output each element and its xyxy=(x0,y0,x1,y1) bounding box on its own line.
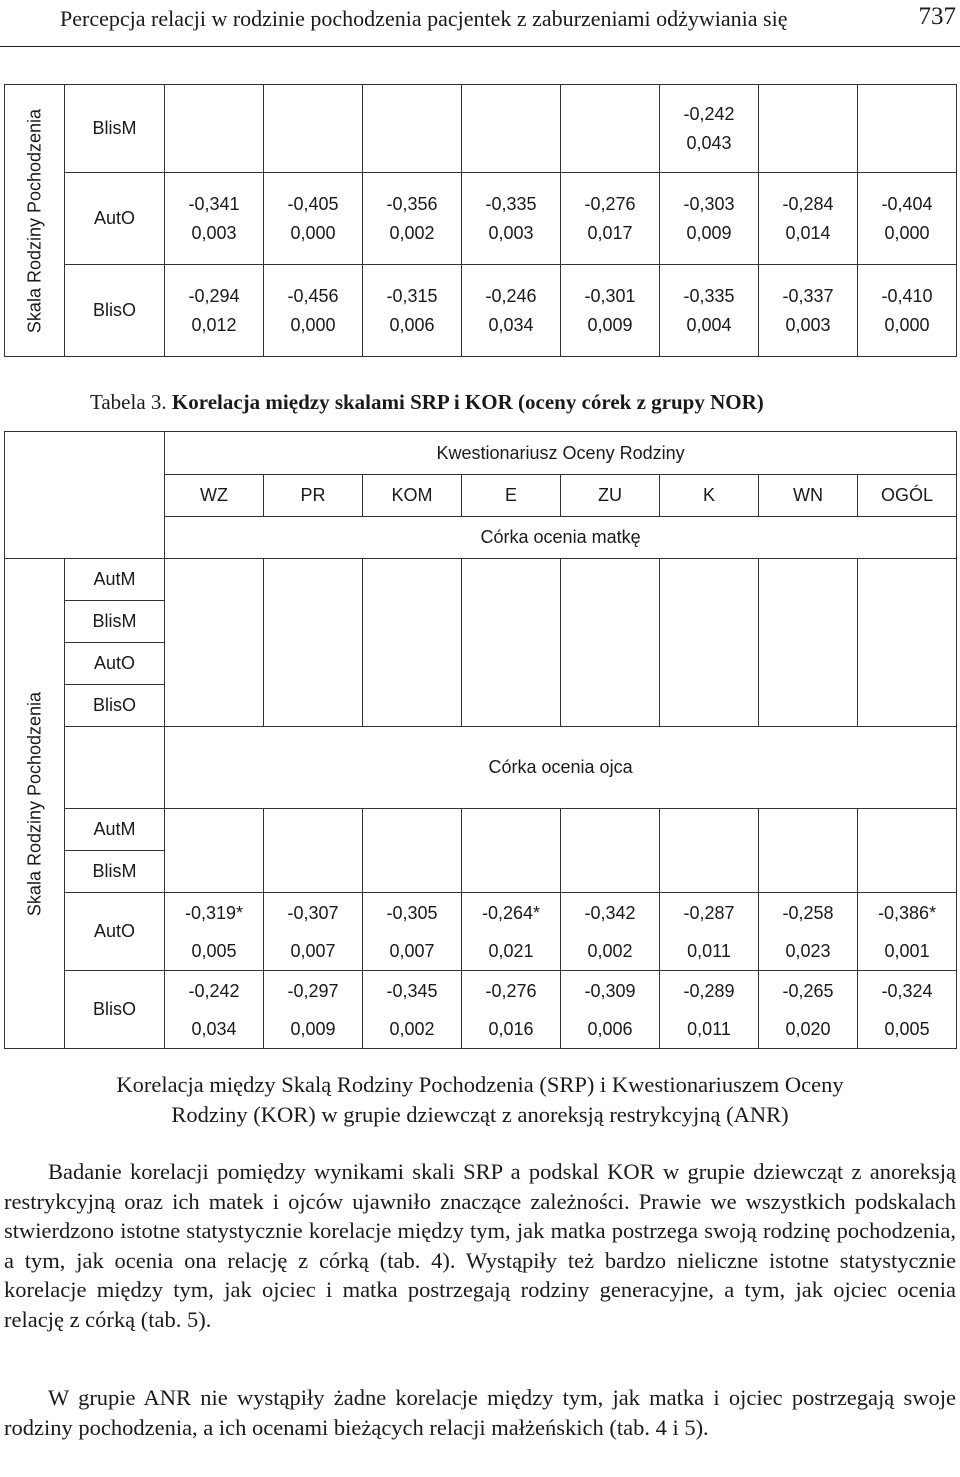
table-corner-cell xyxy=(5,432,165,559)
correlation-value: -0,284 xyxy=(782,193,834,214)
section-mother: Córka ocenia matkę xyxy=(165,517,957,559)
p-value: 0,007 xyxy=(389,940,435,961)
table-cell xyxy=(759,809,858,893)
p-value: 0,021 xyxy=(488,940,534,961)
correlation-value: -0,246 xyxy=(485,285,537,306)
section-title xyxy=(0,1070,960,1130)
table-cell xyxy=(363,809,462,893)
table-cell xyxy=(660,85,759,173)
row-label: AutM xyxy=(65,559,165,601)
table-row xyxy=(5,85,957,173)
table-row xyxy=(5,809,957,851)
table-cell xyxy=(462,85,561,173)
side-label-cell xyxy=(5,85,65,357)
table-cell xyxy=(363,893,462,971)
table-cell xyxy=(660,173,759,265)
correlation-value: -0,287 xyxy=(683,902,735,923)
p-value: 0,001 xyxy=(884,940,930,961)
correlation-value: -0,305 xyxy=(386,902,438,923)
correlation-value: -0,386* xyxy=(878,902,937,923)
p-value: 0,006 xyxy=(587,1018,633,1039)
table-top-continuation xyxy=(4,84,957,357)
row-label: BlisO xyxy=(65,685,165,727)
p-value: 0,009 xyxy=(290,1018,336,1039)
p-value: 0,014 xyxy=(785,222,831,243)
correlation-value: -0,405 xyxy=(287,193,339,214)
correlation-value: -0,345 xyxy=(386,980,438,1001)
table-cell xyxy=(759,173,858,265)
running-title: Percepcja relacji w rodzinie pochodzenia pacjentek z zaburzeniami odżywiania się xyxy=(60,6,788,31)
p-value: 0,007 xyxy=(290,940,336,961)
table-cell xyxy=(462,971,561,1049)
row-label: AutM xyxy=(65,809,165,851)
table-cell xyxy=(660,265,759,357)
correlation-value: -0,337 xyxy=(782,285,834,306)
p-value: 0,016 xyxy=(488,1018,534,1039)
correlation-value: -0,276 xyxy=(584,193,636,214)
column-header: WN xyxy=(759,475,858,517)
row-label: BlisO xyxy=(65,971,165,1049)
table-cell xyxy=(363,971,462,1049)
table-cell xyxy=(462,173,561,265)
table-cell xyxy=(264,809,363,893)
table-cell xyxy=(264,85,363,173)
correlation-value: -0,324 xyxy=(881,980,933,1001)
table-cell xyxy=(165,971,264,1049)
table-cell xyxy=(363,265,462,357)
table-cell xyxy=(660,971,759,1049)
table-cell xyxy=(363,173,462,265)
table-cell xyxy=(561,173,660,265)
correlation-value: -0,294 xyxy=(188,285,240,306)
table-cell xyxy=(165,173,264,265)
p-value: 0,000 xyxy=(290,314,336,335)
row-label: BlisO xyxy=(65,265,165,357)
table-cell xyxy=(759,893,858,971)
column-header: KOM xyxy=(363,475,462,517)
table-cell xyxy=(759,971,858,1049)
page-number: 737 xyxy=(918,3,956,30)
table-row xyxy=(5,265,957,357)
table-cell xyxy=(858,85,957,173)
table-cell xyxy=(165,559,264,727)
correlation-value: -0,289 xyxy=(683,980,735,1001)
table-cell xyxy=(264,893,363,971)
running-header xyxy=(0,0,960,48)
table-cell xyxy=(561,809,660,893)
table-cell xyxy=(165,893,264,971)
correlation-value: -0,319* xyxy=(184,902,244,923)
table-cell xyxy=(759,559,858,727)
table-cell xyxy=(858,559,957,727)
column-header: OGÓL xyxy=(858,475,957,517)
p-value: 0,004 xyxy=(686,314,732,335)
section-title-line-1: Korelacja między Skalą Rodziny Pochodzenia (SRP) i Kwestionariuszem Oceny xyxy=(116,1072,844,1097)
correlation-value: -0,242 xyxy=(188,980,240,1001)
table-cell xyxy=(363,559,462,727)
correlation-value: -0,456 xyxy=(287,285,339,306)
p-value: 0,017 xyxy=(587,222,633,243)
correlation-value: -0,264* xyxy=(481,902,541,923)
caption-title: Korelacja między skalami SRP i KOR (oceny córek z grupy NOR) xyxy=(171,390,764,414)
p-value: 0,034 xyxy=(488,314,534,335)
table-cell xyxy=(858,971,957,1049)
row-label: AutO xyxy=(65,643,165,685)
table-row xyxy=(5,893,957,971)
table-cell xyxy=(858,173,957,265)
side-label: Skala Rodziny Pochodzenia xyxy=(24,691,44,916)
table-row xyxy=(5,559,957,601)
row-label: BlisM xyxy=(65,601,165,643)
table-cell xyxy=(561,559,660,727)
table-cell xyxy=(264,559,363,727)
correlation-value: -0,258 xyxy=(782,902,834,923)
row-label: AutO xyxy=(65,893,165,971)
side-label: Skala Rodziny Pochodzenia xyxy=(24,108,44,333)
correlation-value: -0,404 xyxy=(881,193,933,214)
p-value: 0,034 xyxy=(191,1018,237,1039)
correlation-value: -0,265 xyxy=(782,980,834,1001)
p-value: 0,009 xyxy=(686,222,732,243)
column-header: WZ xyxy=(165,475,264,517)
table-cell xyxy=(858,265,957,357)
p-value: 0,005 xyxy=(191,940,237,961)
correlation-value: -0,309 xyxy=(584,980,636,1001)
correlation-value: -0,410 xyxy=(881,285,933,306)
table-cell xyxy=(165,809,264,893)
p-value: 0,002 xyxy=(587,940,633,961)
p-value: 0,000 xyxy=(884,222,930,243)
table-cell xyxy=(759,265,858,357)
p-value: 0,003 xyxy=(488,222,534,243)
header-rule xyxy=(0,46,960,47)
p-value: 0,006 xyxy=(389,314,435,335)
correlation-value: -0,276 xyxy=(485,980,537,1001)
table-cell xyxy=(363,85,462,173)
paragraph-2: W grupie ANR nie wystąpiły żadne korelacje między tym, jak matka i ojciec postrzegają swoje rodziny pochodzenia, a ich ocenami bieżących relacji małżeńskich (tab. 4 i 5). xyxy=(4,1385,956,1440)
p-value: 0,002 xyxy=(389,1018,435,1039)
p-value: 0,002 xyxy=(389,222,435,243)
correlation-value: -0,315 xyxy=(386,285,438,306)
row-label: BlisM xyxy=(65,851,165,893)
p-value: 0,012 xyxy=(191,314,237,335)
correlation-value: -0,341 xyxy=(188,193,240,214)
correlation-value: -0,356 xyxy=(386,193,438,214)
p-value: 0,011 xyxy=(687,1018,731,1039)
table-cell xyxy=(759,85,858,173)
table-row xyxy=(5,971,957,1049)
table-cell xyxy=(858,809,957,893)
table-cell xyxy=(561,85,660,173)
p-value: 0,009 xyxy=(587,314,633,335)
p-value: 0,011 xyxy=(687,940,731,961)
correlation-value: -0,242 xyxy=(683,103,735,124)
p-value: 0,000 xyxy=(884,314,930,335)
table-cell xyxy=(165,85,264,173)
table-cell xyxy=(561,893,660,971)
table-cell xyxy=(660,809,759,893)
table-cell xyxy=(561,265,660,357)
p-value: 0,005 xyxy=(884,1018,930,1039)
section-father: Córka ocenia ojca xyxy=(165,727,957,809)
caption-prefix: Tabela 3. xyxy=(90,390,167,414)
table-cell xyxy=(264,265,363,357)
table-cell xyxy=(561,971,660,1049)
table-cell xyxy=(165,265,264,357)
row-label: BlisM xyxy=(65,85,165,173)
row-label: AutO xyxy=(65,173,165,265)
p-value: 0,023 xyxy=(785,940,831,961)
correlation-value: -0,303 xyxy=(683,193,735,214)
column-header: ZU xyxy=(561,475,660,517)
table-3 xyxy=(4,431,957,1049)
table-cell xyxy=(462,809,561,893)
table-row xyxy=(5,727,957,809)
row-label-empty xyxy=(65,727,165,809)
correlation-value: -0,335 xyxy=(683,285,735,306)
p-value: 0,003 xyxy=(785,314,831,335)
table-caption xyxy=(90,390,764,415)
column-header: PR xyxy=(264,475,363,517)
p-value: 0,003 xyxy=(191,222,237,243)
table-cell xyxy=(264,971,363,1049)
correlation-value: -0,342 xyxy=(584,902,636,923)
p-value: 0,043 xyxy=(686,132,732,153)
table-cell xyxy=(660,893,759,971)
correlation-value: -0,335 xyxy=(485,193,537,214)
column-header: E xyxy=(462,475,561,517)
side-label-cell xyxy=(5,559,65,1049)
table-cell xyxy=(462,893,561,971)
correlation-value: -0,301 xyxy=(584,285,636,306)
super-header: Kwestionariusz Oceny Rodziny xyxy=(165,432,957,475)
p-value: 0,000 xyxy=(290,222,336,243)
column-header: K xyxy=(660,475,759,517)
paragraph-1: Badanie korelacji pomiędzy wynikami skali SRP a podskal KOR w grupie dziewcząt z anoreksją restrykcyjną oraz ich matek i ojców ujawniło znaczące zależności. Prawie we wszystkich podskalach stwierdzono istotne statystycznie korelacje między tym, jak matka postrzega swoją rodzinę pochodzenia, a tym, jak ocenia ona relację z córką (tab. 4). Wystąpiły też bardzo nieliczne istotne statystycznie korelacje między tym, jak ojciec i matka postrzegają rodziny generacyjne, a tym, jak ojciec ocenia relację z córką (tab. 5). xyxy=(4,1159,956,1332)
table-cell xyxy=(858,893,957,971)
table-cell xyxy=(462,265,561,357)
table-row xyxy=(5,173,957,265)
p-value: 0,020 xyxy=(785,1018,831,1039)
section-title-line-2: Rodziny (KOR) w grupie dziewcząt z anoreksją restrykcyjną (ANR) xyxy=(171,1102,789,1127)
correlation-value: -0,307 xyxy=(287,902,339,923)
table-cell xyxy=(264,173,363,265)
table-cell xyxy=(660,559,759,727)
correlation-value: -0,297 xyxy=(287,980,339,1001)
table-cell xyxy=(462,559,561,727)
